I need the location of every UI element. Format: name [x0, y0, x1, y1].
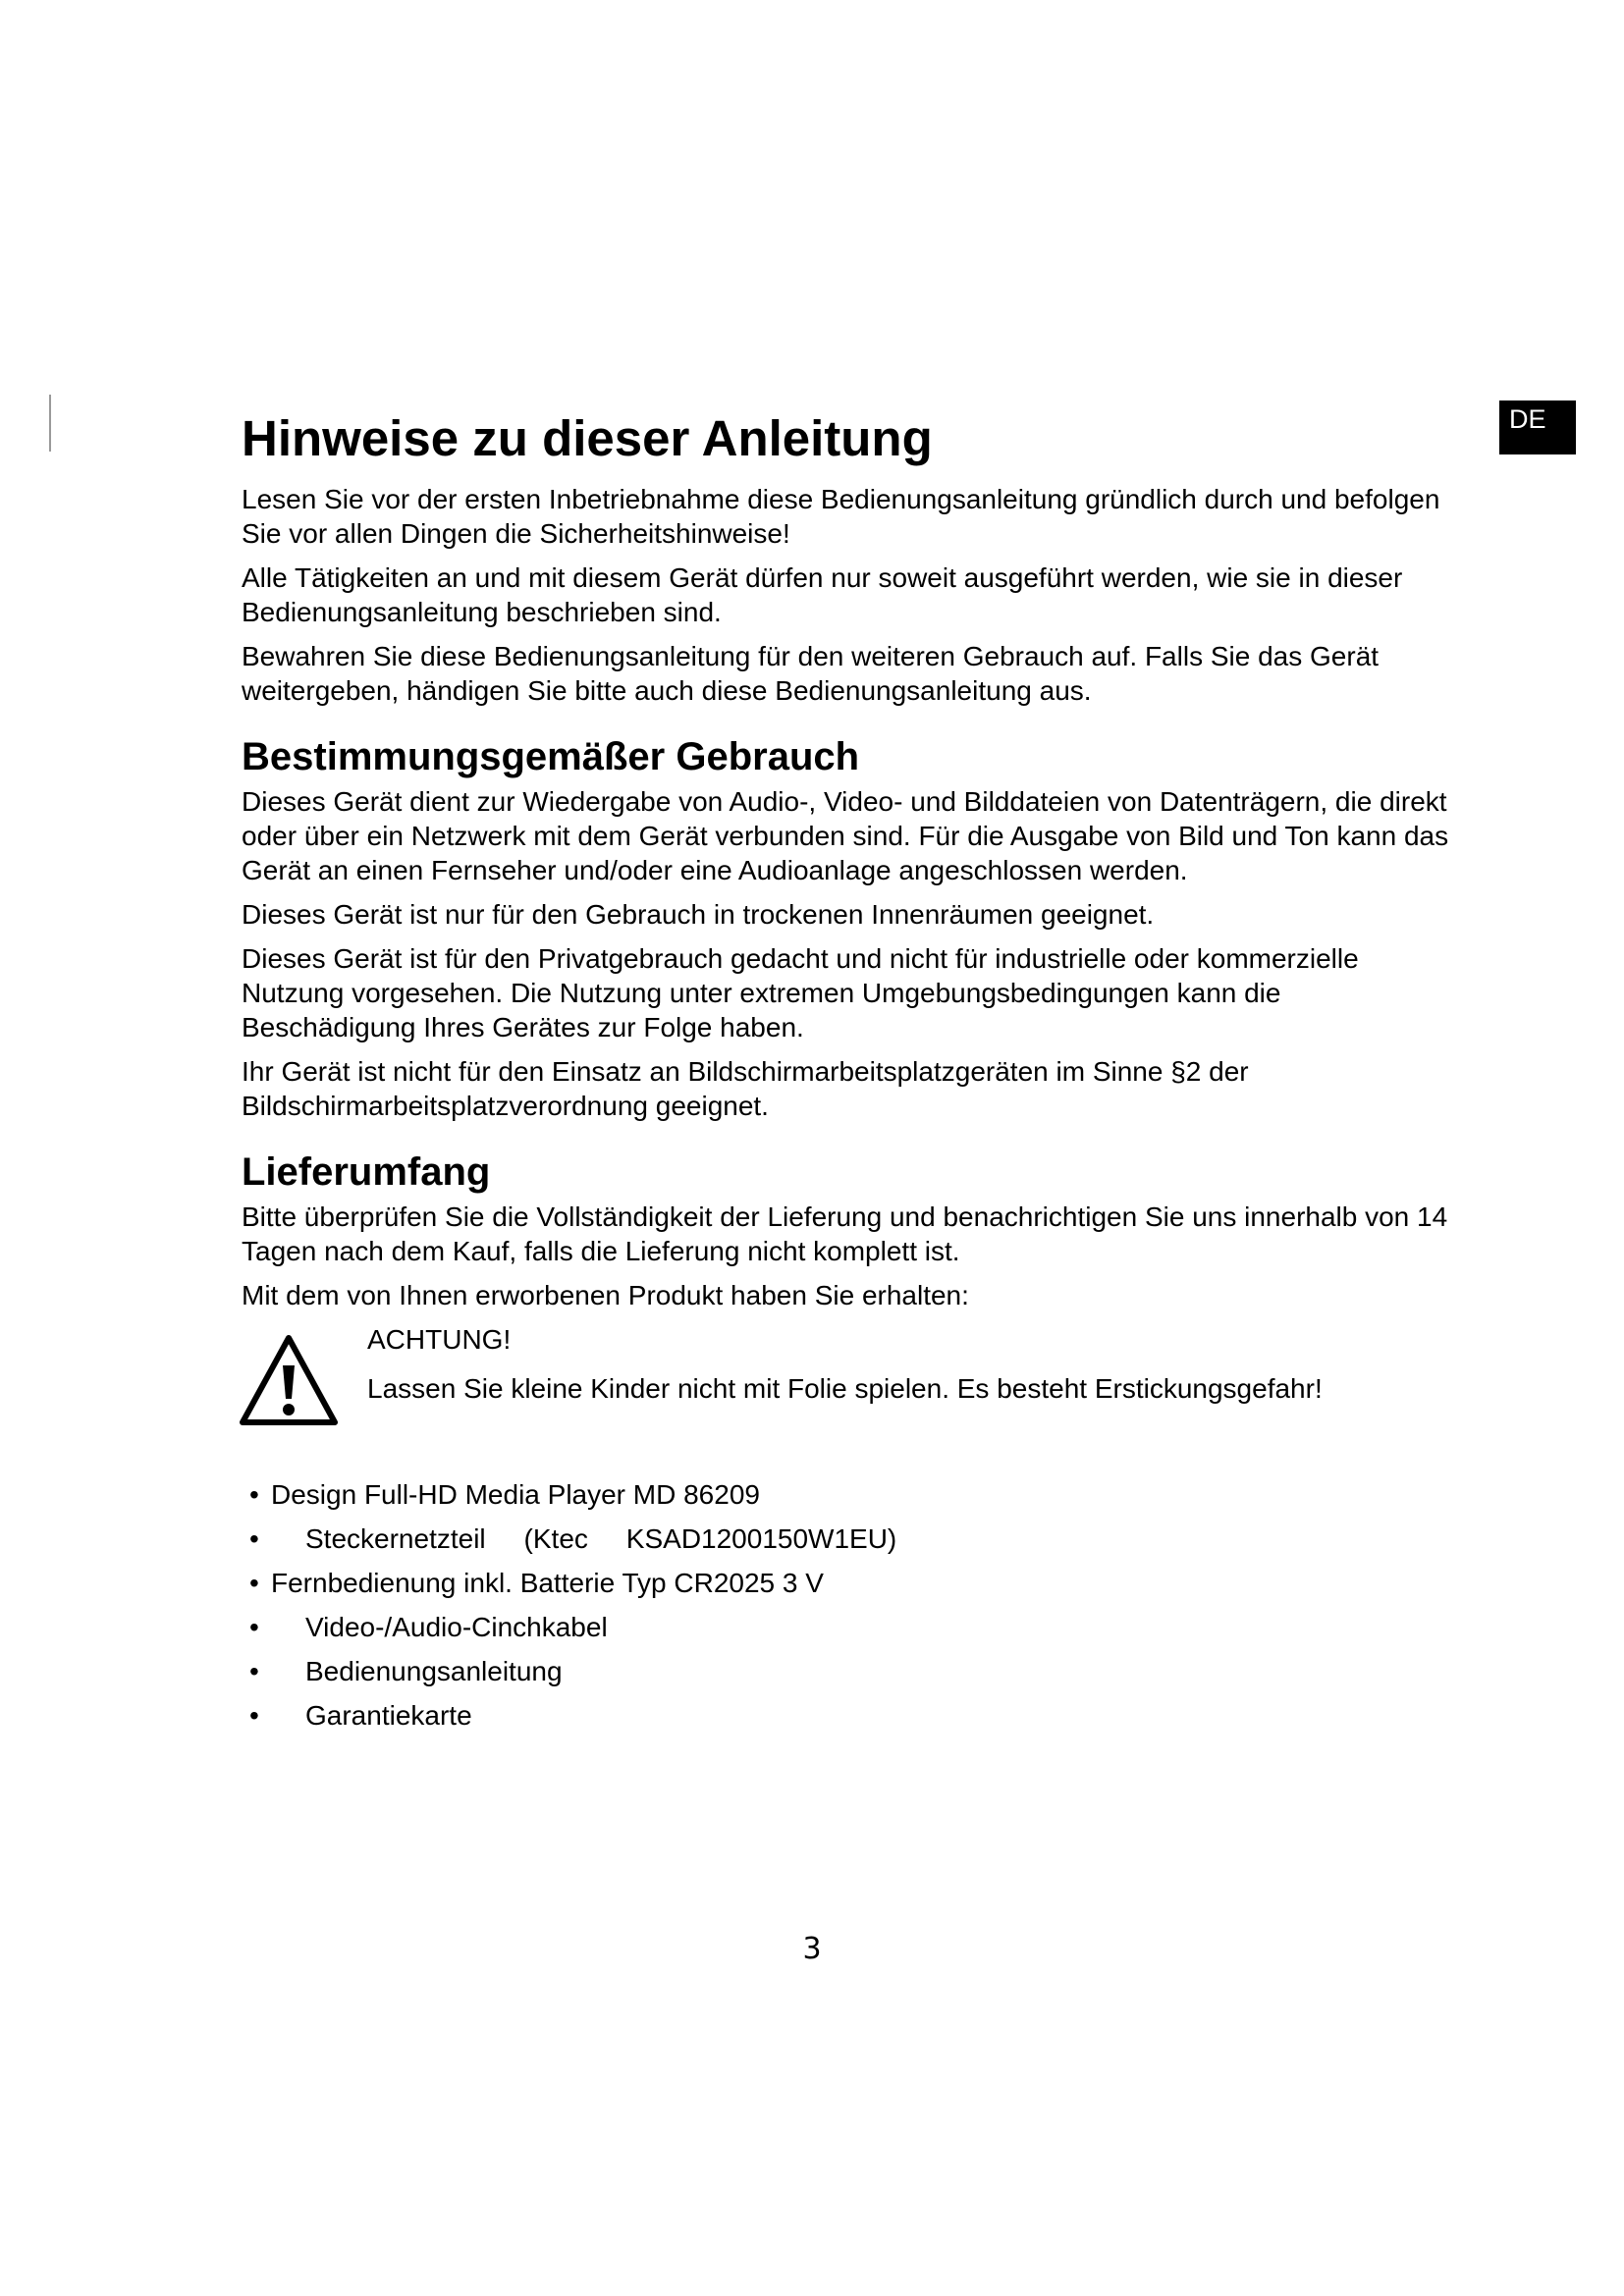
warning-text [367, 1322, 1323, 1420]
heading-gebrauch: Bestimmungsgemäßer Gebrauch [242, 734, 860, 778]
paragraph: Ihr Gerät ist nicht für den Einsatz an Bildschirmarbeitsplatzgeräten im Sinne §2 der Bildschirmarbeitsplatzverordnung geeignet. [242, 1055, 1249, 1121]
paragraph: Bewahren Sie diese Bedienungsanleitung für den weiteren Gebrauch auf. Falls Sie das Gerät weitergeben, händigen Sie bitte auch diese Bedienungsanleitung aus. [242, 640, 1380, 706]
list-item [242, 1477, 1459, 1522]
paragraph: Bitte überprüfen Sie die Vollständigkeit der Lieferung und benachrichtigen Sie uns innerhalb von 14 Tagen nach dem Kauf, falls die Lieferung nicht komplett ist. [242, 1201, 1448, 1266]
bullet: • [249, 1611, 259, 1642]
page-number: 3 [802, 1932, 822, 1966]
warning-message: Lassen Sie kleine Kinder nicht mit Folie spielen. Es besteht Erstickungsgefahr! [367, 1372, 1323, 1404]
list-item [242, 1654, 1459, 1698]
list-item-text: Bedienungsanleitung [305, 1655, 563, 1686]
list-item [242, 1522, 1459, 1566]
bullet: • [249, 1655, 259, 1686]
list-item [242, 1698, 1459, 1742]
bullet: • [249, 1567, 259, 1598]
heading-hinweise: Hinweise zu dieser Anleitung [242, 410, 933, 466]
section-gebrauch [242, 733, 1459, 1123]
paragraph: Dieses Gerät ist nur für den Gebrauch in trockenen Innenräumen geeignet. [242, 898, 1155, 930]
bullet: • [249, 1478, 259, 1510]
paragraph: Alle Tätigkeiten an und mit diesem Gerät dürfen nur soweit ausgeführt werden, wie sie in dieser Bedienungsanleitung beschrieben sind. [242, 561, 1403, 627]
language-tab: DE [1499, 400, 1576, 454]
paragraph: Mit dem von Ihnen erworbenen Produkt haben Sie erhalten: [242, 1279, 969, 1310]
margin-mark [49, 395, 51, 452]
bullet: • [249, 1699, 259, 1731]
warning-box [242, 1322, 1459, 1430]
paragraph: Dieses Gerät ist für den Privatgebrauch gedacht und nicht für industrielle oder kommerzielle Nutzung vorgesehen. Die Nutzung unter extremen Umgebungsbedingungen kann die Beschädigung Ihres Gerätes zur Folge haben. [242, 942, 1359, 1042]
warning-title: ACHTUNG! [367, 1323, 512, 1355]
bullet: • [249, 1522, 259, 1554]
paragraph: Lesen Sie vor der ersten Inbetriebnahme diese Bedienungsanleitung gründlich durch und befolgen Sie vor allen Dingen die Sicherheitshinweise! [242, 483, 1440, 549]
list-item-text: Design Full-HD Media Player MD 86209 [271, 1478, 760, 1510]
list-item-text: Steckernetzteil (Ktec KSAD1200150W1EU) [305, 1522, 897, 1554]
warning-triangle-icon [240, 1334, 338, 1426]
list-item-text: Fernbedienung inkl. Batterie Typ CR2025 3 V [271, 1567, 824, 1598]
heading-lieferumfang: Lieferumfang [242, 1149, 491, 1194]
page-content [242, 410, 1459, 1742]
list-item-text: Garantiekarte [305, 1699, 472, 1731]
list-item [242, 1610, 1459, 1654]
list-item [242, 1566, 1459, 1610]
list-item-text: Video-/Audio-Cinchkabel [305, 1611, 608, 1642]
paragraph: Dieses Gerät dient zur Wiedergabe von Audio-, Video- und Bilddateien von Datenträgern, die direkt oder über ein Netzwerk mit dem Gerät verbunden sind. Für die Ausgabe von Bild und Ton kann das Gerät an einen Fernseher und/oder eine Audioanlage angeschlossen werden. [242, 785, 1449, 885]
delivery-list [242, 1477, 1459, 1742]
section-lieferumfang [242, 1148, 1459, 1742]
